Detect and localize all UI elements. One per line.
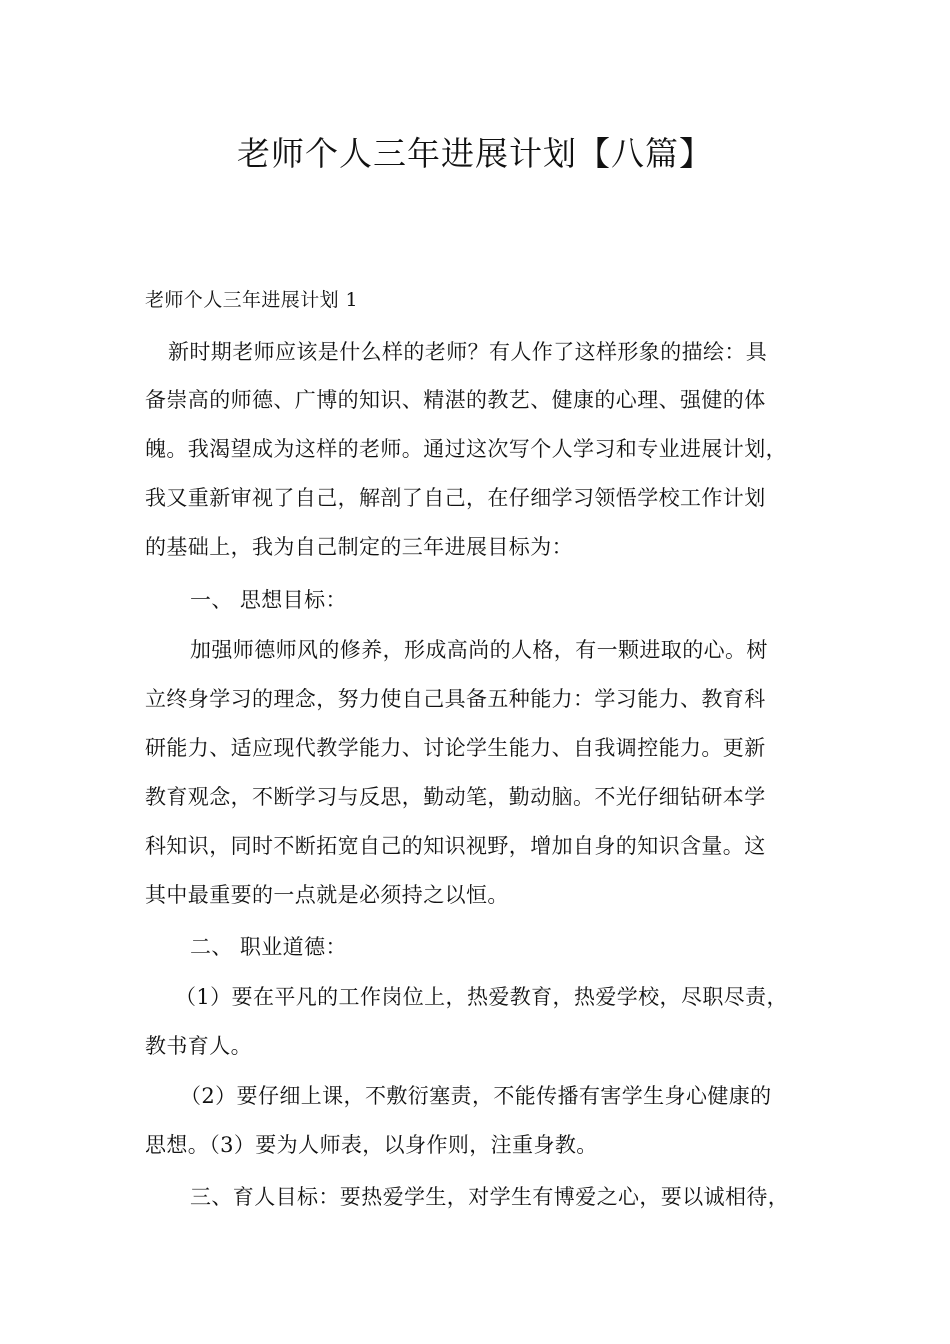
paragraph-line: 三、育人目标：要热爱学生，对学生有博爱之心，要以诚相待，	[190, 1185, 790, 1209]
paragraph-line: 其中最重要的一点就是必须持之以恒。	[145, 883, 509, 907]
paragraph-line: 科知识，同时不断拓宽自己的知识视野，增加自身的知识含量。这	[145, 834, 766, 858]
paragraph-line: 研能力、适应现代教学能力、讨论学生能力、自我调控能力。更新	[145, 736, 766, 760]
paragraph-line: 新时期老师应该是什么样的老师？有人作了这样形象的描绘：具	[168, 340, 768, 364]
subsection-heading: 一、 思想目标：	[190, 588, 347, 612]
paragraph-line: 我又重新审视了自己，解剖了自己，在仔细学习领悟学校工作计划	[145, 486, 766, 510]
paragraph-line: （2）要仔细上课，不敷衍塞责，不能传播有害学生身心健康的	[180, 1084, 772, 1108]
paragraph-line: 思想。（3）要为人师表，以身作则，注重身教。	[145, 1133, 598, 1157]
paragraph-line: 魄。我渴望成为这样的老师。通过这次写个人学习和专业进展计划，	[145, 437, 787, 461]
paragraph-line: （1）要在平凡的工作岗位上，热爱教育，热爱学校，尽职尽责，	[175, 985, 788, 1009]
paragraph-line: 加强师德师风的修养，形成高尚的人格，有一颗进取的心。树	[190, 638, 768, 662]
paragraph-line: 教育观念，不断学习与反思，勤动笔，勤动脑。不光仔细钻研本学	[145, 785, 766, 809]
paragraph-line: 立终身学习的理念，努力使自己具备五种能力：学习能力、教育科	[145, 687, 766, 711]
subsection-heading: 二、 职业道德：	[190, 935, 347, 959]
paragraph-line: 备崇高的师德、广博的知识、精湛的教艺、健康的心理、强健的体	[145, 388, 766, 412]
document-title: 老师个人三年进展计划【八篇】	[237, 134, 713, 173]
paragraph-line: 教书育人。	[145, 1034, 252, 1058]
section-heading: 老师个人三年进展计划 1	[145, 289, 358, 311]
paragraph-line: 的基础上，我为自己制定的三年进展目标为：	[145, 535, 573, 559]
